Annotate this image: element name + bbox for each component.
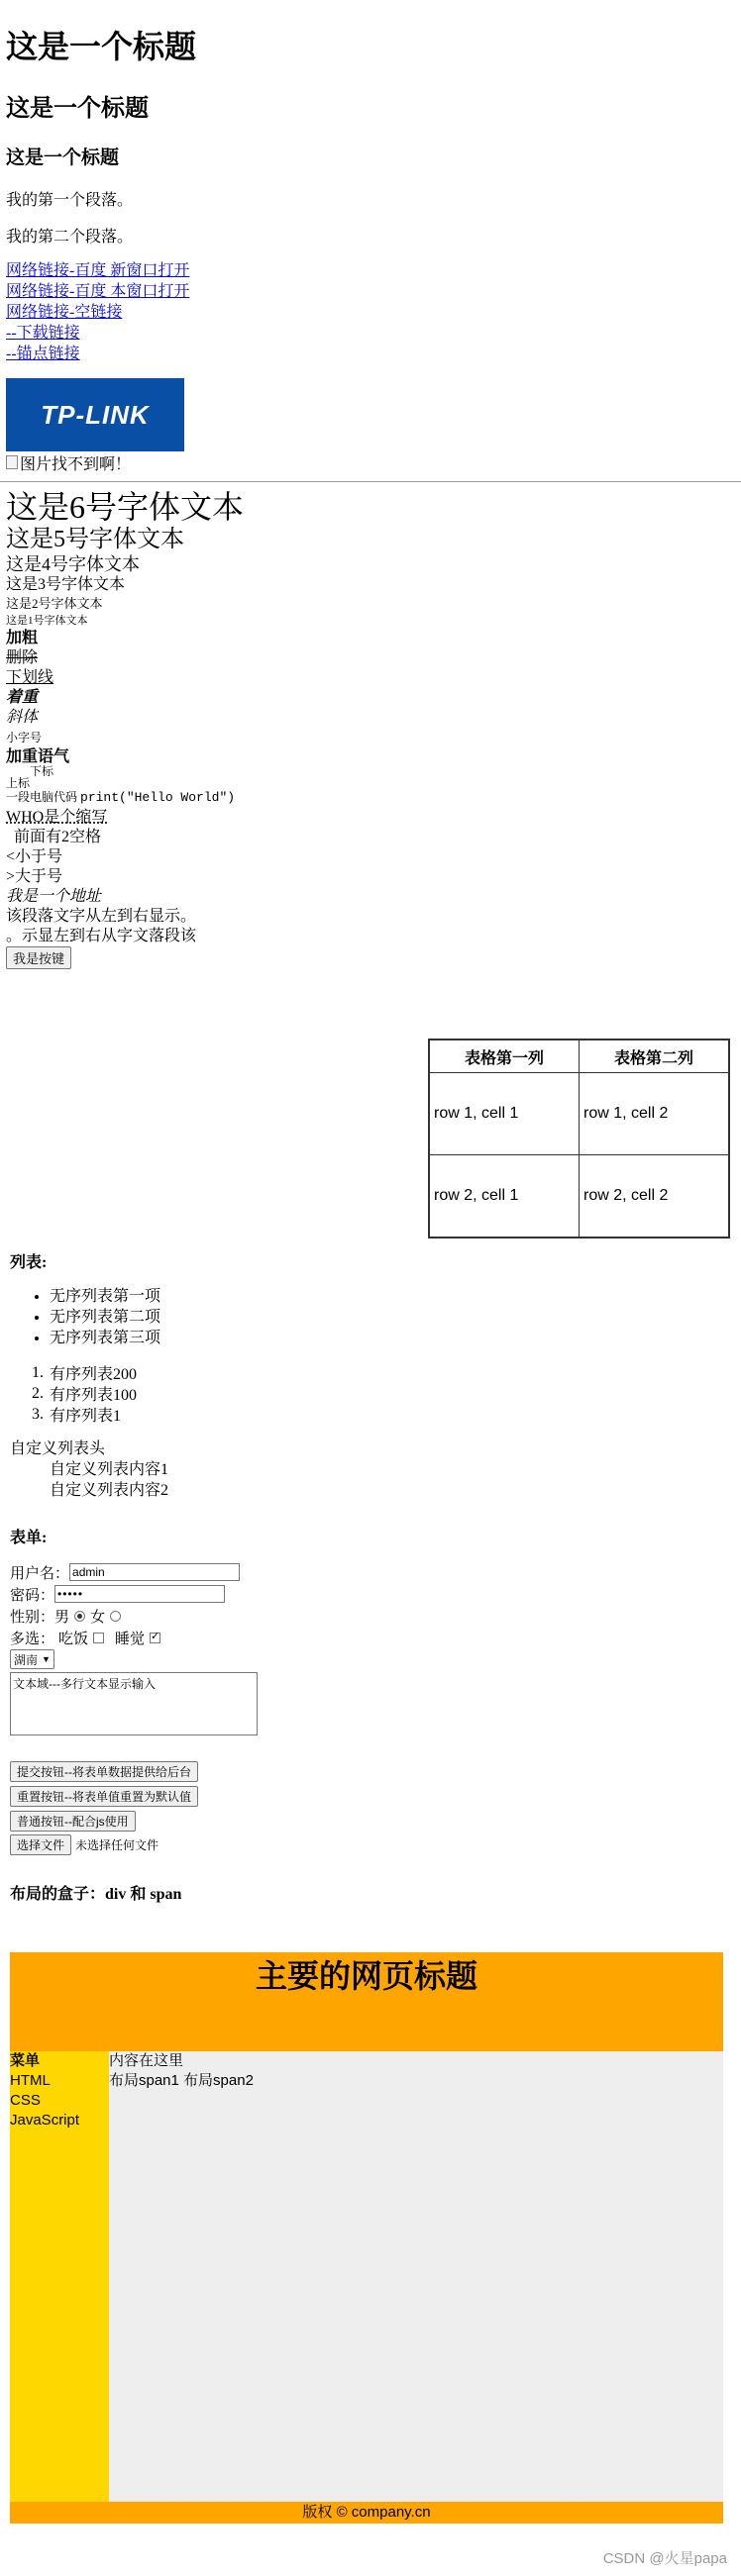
menu-item-javascript[interactable]: JavaScript <box>10 2112 80 2129</box>
abbreviation: WHO是个缩写 <box>6 809 108 826</box>
ordered-list <box>10 1362 723 1425</box>
csdn-watermark: CSDN @火星papa <box>602 2550 727 2567</box>
link-baidu-new-window[interactable]: 网络链接-百度 新窗口打开 <box>6 262 190 279</box>
code-line <box>6 787 735 808</box>
table-row <box>429 1073 729 1155</box>
heading-3: 这是一个标题 <box>6 148 120 168</box>
layout-header <box>10 1952 723 2051</box>
ltr-text: 该段落文字从左到右显示。 <box>6 908 197 925</box>
definition-item: 自定义列表内容1 <box>50 1461 169 1478</box>
menu-item-css[interactable]: CSS <box>10 2092 41 2109</box>
password-input[interactable] <box>54 1585 225 1603</box>
layout-footer: 版权 © company.cn <box>10 2502 723 2524</box>
select-value: 湖南 <box>14 1652 39 1667</box>
file-row <box>10 1833 723 1855</box>
list-item: • 无序列表第三项 <box>50 1328 723 1348</box>
italic-text: 斜体 <box>6 709 39 726</box>
password-row <box>10 1583 723 1605</box>
address-text: 我是一个地址 <box>6 888 102 905</box>
list-item: • 无序列表第二项 <box>50 1307 723 1328</box>
demo-form <box>10 1561 723 1904</box>
eat-checkbox[interactable] <box>93 1633 104 1643</box>
greater-than-text: >大于号 <box>6 868 63 885</box>
paragraph-2: 我的第二个段落。 <box>6 229 134 246</box>
table-header: 表格第一列 <box>429 1040 580 1073</box>
definition-term: 自定义列表头 <box>10 1440 106 1457</box>
table-cell: row 2, cell 2 <box>580 1155 730 1238</box>
code-prefix: 一段电脑代码 <box>6 790 78 804</box>
select-row <box>10 1648 723 1670</box>
menu-item-html[interactable]: HTML <box>10 2072 51 2089</box>
font-size-6: 这是6号字体文本 <box>6 489 245 525</box>
gender-female-radio[interactable] <box>110 1611 121 1622</box>
submit-button[interactable]: 提交按钮--将表单数据提供给后台 <box>10 1761 198 1782</box>
eat-label: 吃饭 <box>58 1630 89 1647</box>
link-list <box>6 260 735 364</box>
rtl-text: 该段落文字从右到左显示。 <box>6 928 197 944</box>
font-size-4: 这是4号字体文本 <box>6 554 140 574</box>
underline-text: 下划线 <box>6 669 54 686</box>
definition-list <box>10 1438 723 1501</box>
broken-image-alt: 图片找不到啊！ <box>20 455 132 473</box>
superscript-text: 上标 <box>6 776 31 790</box>
link-anchor[interactable]: --锚点链接 <box>6 346 80 362</box>
multi-label: 多选： <box>10 1630 55 1647</box>
font-size-2: 这是2号字体文本 <box>6 596 103 611</box>
file-status: 未选择任何文件 <box>75 1837 159 1852</box>
list-section <box>10 1249 723 1918</box>
definition-item: 自定义列表内容2 <box>50 1482 169 1499</box>
tp-link-logo <box>6 378 184 451</box>
pre-text: 前面有2空格 <box>6 829 102 845</box>
strong-text: 加重语气 <box>6 748 70 765</box>
paragraph-1: 我的第一个段落。 <box>6 192 134 209</box>
list-marker: 3. <box>32 1405 44 1423</box>
divider <box>0 481 741 482</box>
layout-title: 布局的盒子：div 和 span <box>10 1886 182 1903</box>
province-select[interactable] <box>10 1649 54 1669</box>
table-header-row <box>429 1040 729 1073</box>
link-empty[interactable]: 网络链接-空链接 <box>6 304 123 321</box>
table-row <box>429 1155 729 1238</box>
layout-menu <box>10 2051 109 2502</box>
reset-button[interactable]: 重置按钮--将表单值重置为默认值 <box>10 1786 198 1807</box>
gender-label: 性别： <box>10 1608 55 1626</box>
sleep-label: 睡觉 <box>115 1630 146 1647</box>
menu-title: 菜单 <box>10 2052 41 2069</box>
broken-image-icon <box>6 455 18 469</box>
list-item-text: 有序列表100 <box>50 1387 138 1404</box>
multiline-textarea[interactable]: 文本域---多行文本显示输入 <box>10 1672 258 1735</box>
list-item-text: 有序列表1 <box>50 1408 122 1425</box>
unordered-list <box>10 1286 723 1348</box>
subscript-text: 下标 <box>30 764 54 778</box>
form-title: 表单: <box>10 1530 48 1546</box>
logo-text: TP-LINK <box>41 399 150 430</box>
password-label: 密码： <box>10 1586 55 1604</box>
gender-female-label: 女 <box>90 1608 106 1626</box>
gender-male-label: 男 <box>54 1608 70 1626</box>
multi-row <box>10 1627 723 1648</box>
chevron-down-icon: ▼ <box>42 1654 51 1664</box>
content-line-2: 布局span1 布局span2 <box>109 2072 254 2089</box>
table-header: 表格第二列 <box>580 1040 730 1073</box>
sleep-checkbox[interactable] <box>150 1633 160 1643</box>
list-title: 列表: <box>10 1254 48 1271</box>
sup-sub-line <box>6 764 735 790</box>
form-buttons <box>10 1759 723 1855</box>
username-input[interactable] <box>69 1563 240 1581</box>
normal-button[interactable]: 普通按钮--配合js使用 <box>10 1811 136 1832</box>
list-item: • 无序列表第一项 <box>50 1286 723 1307</box>
font-size-5: 这是5号字体文本 <box>6 527 184 552</box>
font-size-1: 这是1号字体文本 <box>6 615 88 627</box>
layout-content <box>109 2051 723 2502</box>
layout-body <box>10 2051 723 2502</box>
page <box>0 22 741 969</box>
table-cell: row 2, cell 1 <box>429 1155 580 1238</box>
table-cell: row 1, cell 2 <box>580 1073 730 1155</box>
less-than-text: <小于号 <box>6 848 63 865</box>
list-item <box>32 1404 723 1425</box>
gender-male-radio[interactable] <box>74 1611 85 1622</box>
choose-file-button[interactable]: 选择文件 <box>10 1834 71 1855</box>
username-row <box>10 1561 723 1583</box>
font-size-3: 这是3号字体文本 <box>6 576 126 593</box>
table-cell: row 1, cell 1 <box>429 1073 580 1155</box>
emphasis-text: 着重 <box>6 689 39 706</box>
demo-table <box>428 1039 730 1238</box>
list-item-text: 有序列表200 <box>50 1366 138 1383</box>
code-snippet: print("Hello World") <box>80 790 236 805</box>
link-download[interactable]: --下载链接 <box>6 325 80 342</box>
abbr-text <box>6 808 735 828</box>
demo-button[interactable]: 我是按键 <box>6 946 71 969</box>
list-item <box>32 1362 723 1383</box>
bold-text: 加粗 <box>6 630 39 646</box>
layout-header-title: 主要的网页标题 <box>255 1958 477 1994</box>
gender-row <box>10 1605 723 1627</box>
heading-2: 这是一个标题 <box>6 96 149 122</box>
link-baidu-same-window[interactable]: 网络链接-百度 本窗口打开 <box>6 283 190 300</box>
broken-image <box>6 451 735 473</box>
small-text: 小字号 <box>6 731 43 744</box>
strike-text: 删除 <box>6 649 39 666</box>
layout-demo <box>10 1952 723 2524</box>
heading-1: 这是一个标题 <box>6 29 197 64</box>
list-item <box>32 1383 723 1404</box>
content-line-1: 内容在这里 <box>109 2052 184 2069</box>
list-marker: 2. <box>32 1384 44 1402</box>
list-marker: 1. <box>32 1363 44 1381</box>
username-label: 用户名： <box>10 1564 70 1582</box>
